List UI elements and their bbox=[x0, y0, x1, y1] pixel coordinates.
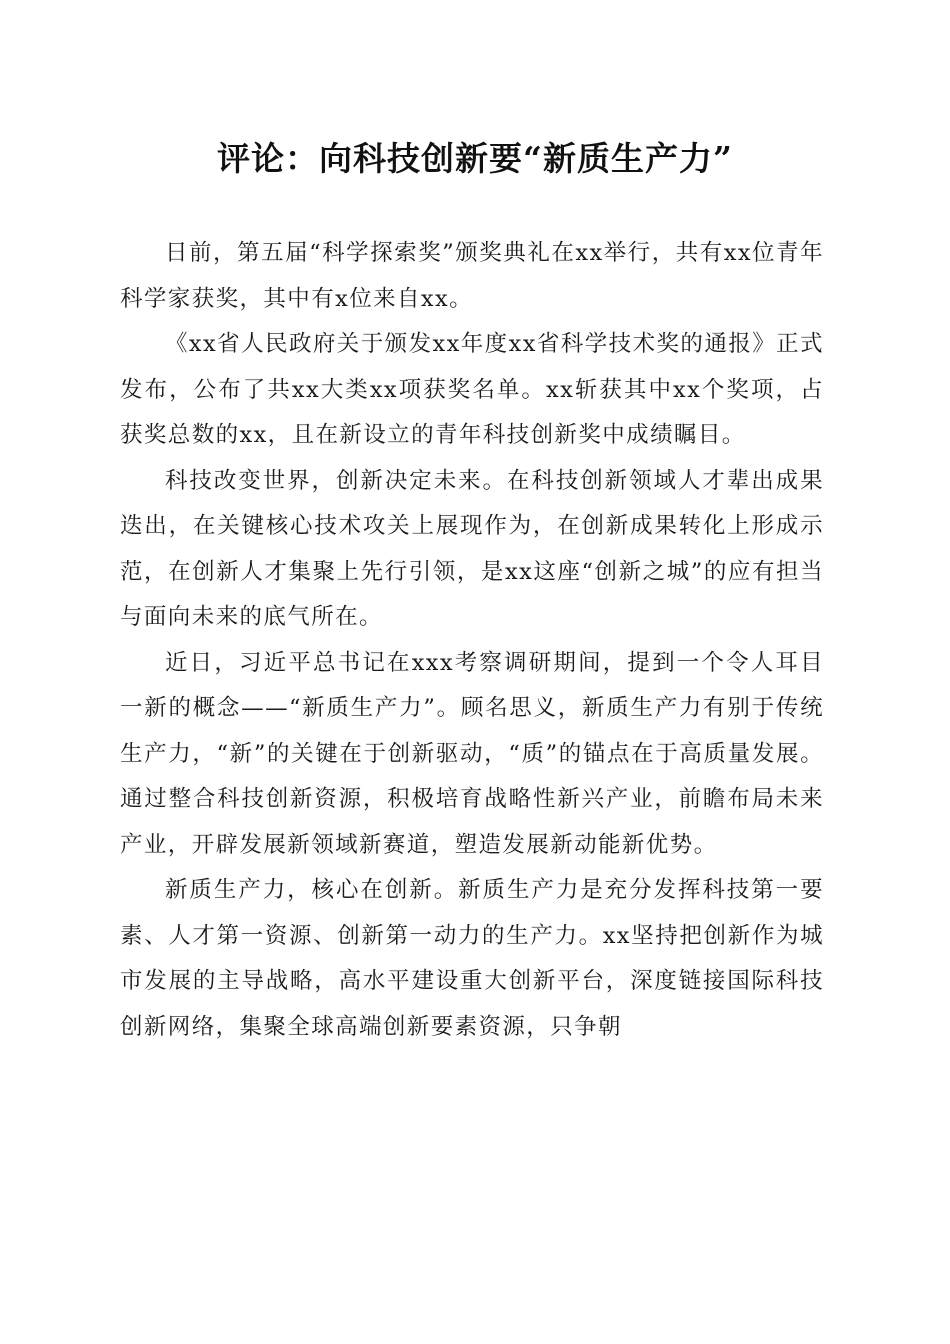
paragraph-5: 新质生产力，核心在创新。新质生产力是充分发挥科技第一要素、人才第一资源、创新第一动力的生产力。xx坚持把创新作为城市发展的主导战略，高水平建设重大创新平台，深度链接国际科技创新网络，集聚全球高端创新要素资源，只争朝 bbox=[120, 877, 824, 1040]
paragraph-3: 科技改变世界，创新决定未来。在科技创新领域人才辈出成果迭出，在关键核心技术攻关上展现作为，在创新成果转化上形成示范，在创新人才集聚上先行引领，是xx这座“创新之城”的应有担当与面向未来的底气所在。 bbox=[120, 467, 824, 630]
article-body bbox=[120, 231, 824, 1050]
paragraph-4: 近日，习近平总书记在xxx考察调研期间，提到一个令人耳目一新的概念——“新质生产力”。顾名思义，新质生产力有别于传统生产力，“新”的关键在于创新驱动，“质”的锚点在于高质量发展。通过整合科技创新资源，积极培育战略性新兴产业，前瞻布局未来产业，开辟发展新领域新赛道，塑造发展新动能新优势。 bbox=[120, 649, 824, 858]
paragraph-2: 《xx省人民政府关于颁发xx年度xx省科学技术奖的通报》正式发布，公布了共xx大类xx项获奖名单。xx斩获其中xx个奖项，占获奖总数的xx，且在新设立的青年科技创新奖中成绩瞩目。 bbox=[120, 331, 824, 448]
paragraph-1: 日前，第五届“科学探索奖”颁奖典礼在xx举行，共有xx位青年科学家获奖，其中有x位来自xx。 bbox=[120, 240, 824, 312]
page-title: 评论：向科技创新要“新质生产力” bbox=[217, 139, 733, 178]
